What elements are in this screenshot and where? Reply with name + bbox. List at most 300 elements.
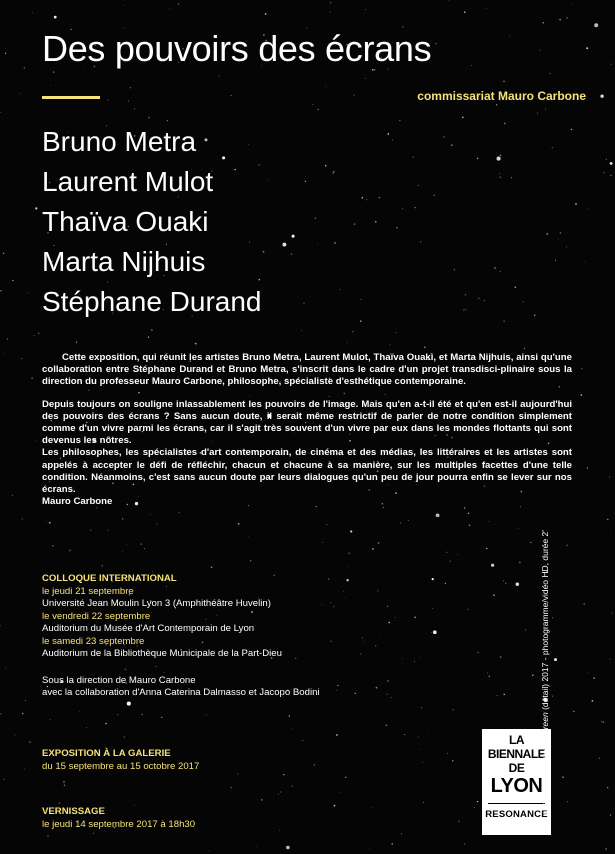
star: [386, 724, 388, 726]
star: [435, 43, 437, 45]
star: [509, 36, 510, 37]
star: [211, 567, 213, 569]
star: [35, 207, 37, 209]
star: [3, 779, 4, 780]
star: [610, 814, 612, 816]
star: [256, 846, 257, 847]
star: [575, 203, 577, 205]
description: [42, 352, 572, 508]
star: [389, 344, 390, 345]
star: [424, 347, 426, 349]
star: [517, 570, 518, 571]
star: [432, 608, 433, 609]
star: [142, 714, 143, 715]
session-date: le jeudi 21 septembre: [42, 585, 134, 597]
star: [360, 320, 362, 322]
star: [418, 185, 419, 186]
star: [567, 801, 568, 802]
star: [433, 630, 437, 634]
star: [190, 95, 191, 96]
star: [566, 17, 568, 19]
star: [230, 95, 231, 96]
star: [610, 531, 611, 532]
star: [500, 271, 501, 272]
star: [562, 776, 563, 777]
star: [478, 652, 479, 653]
star: [534, 315, 535, 316]
star: [5, 667, 6, 668]
star: [76, 342, 77, 343]
star: [493, 594, 495, 596]
credit-author: Laurent Mulot,: [540, 763, 550, 820]
star: [418, 736, 419, 737]
star: [317, 244, 318, 245]
star: [468, 513, 469, 514]
star: [454, 269, 455, 270]
star: [219, 76, 220, 77]
star: [289, 715, 290, 716]
star: [350, 530, 352, 532]
star: [566, 544, 568, 546]
star: [611, 64, 612, 65]
star: [489, 521, 490, 522]
image-credit: [540, 390, 550, 820]
star: [486, 8, 487, 9]
star: [459, 821, 460, 822]
star: [128, 101, 129, 102]
star: [302, 740, 303, 741]
star: [607, 787, 608, 788]
star: [117, 714, 118, 715]
star: [329, 12, 330, 13]
star: [413, 779, 414, 780]
star: [530, 542, 531, 543]
star: [361, 197, 363, 199]
star: [49, 522, 51, 524]
star: [402, 181, 403, 182]
star: [278, 793, 279, 794]
star: [555, 260, 556, 261]
exposition-heading: EXPOSITION À LA GALERIE: [42, 748, 171, 759]
star: [161, 717, 162, 718]
star: [63, 781, 65, 783]
star: [587, 672, 588, 673]
star: [404, 734, 405, 735]
logo-line: LA BIENNALE: [487, 733, 546, 761]
star: [505, 583, 506, 584]
session-date: le samedi 23 septembre: [42, 635, 145, 647]
star: [421, 707, 422, 708]
logo-divider: [488, 803, 545, 804]
star: [127, 702, 131, 706]
star: [431, 632, 432, 633]
star: [291, 253, 293, 255]
star: [107, 99, 108, 100]
star: [572, 3, 573, 4]
star: [559, 19, 561, 21]
star: [412, 156, 414, 158]
star: [519, 562, 521, 564]
star: [592, 700, 594, 702]
star: [503, 320, 505, 322]
star: [53, 71, 54, 72]
star: [312, 104, 313, 105]
star: [499, 173, 500, 174]
logo-line: DE: [508, 761, 525, 775]
star: [446, 552, 447, 553]
star: [0, 112, 1, 113]
star: [336, 734, 338, 736]
star: [292, 786, 293, 787]
page-title: Des pouvoirs des écrans: [42, 28, 432, 69]
star: [600, 95, 603, 98]
description-paragraph: Cette exposition, qui réunit les artistes Bruno Metra, Laurent Mulot, Thaïva Ouaki, et Marta Nijhuis, ainsi qu'une collaboration entre Stéphane Durand et Bruno Metra, s'inscrit dans le cadre d'un projet transdisci-plinaire sous la direction du professeur Mauro Carbone, philosophe, spécialiste d'esthétique contemporaine.: [42, 352, 572, 388]
star: [550, 73, 551, 74]
star: [583, 603, 585, 605]
star: [477, 158, 479, 160]
star: [604, 172, 605, 173]
star: [609, 476, 610, 477]
star: [497, 157, 501, 161]
star: [586, 62, 587, 63]
star: [464, 11, 466, 13]
star: [496, 152, 497, 153]
star: [261, 799, 262, 800]
star: [452, 760, 453, 761]
star: [552, 617, 553, 618]
star: [587, 467, 588, 468]
star: [365, 9, 366, 10]
star: [303, 303, 304, 304]
star: [423, 802, 424, 803]
star: [90, 529, 91, 530]
star: [610, 162, 613, 165]
credit-work: Dreamscreen: [540, 712, 550, 764]
curator-line: commissariat Mauro Carbone: [417, 89, 586, 103]
star: [195, 343, 197, 345]
star: [7, 338, 8, 339]
star: [599, 758, 600, 759]
star: [360, 299, 361, 300]
star: [237, 773, 238, 774]
star: [127, 544, 128, 545]
star: [465, 294, 467, 296]
star: [514, 286, 516, 288]
star: [497, 695, 498, 696]
star: [523, 301, 524, 302]
vernissage-heading: VERNISSAGE: [42, 806, 105, 817]
star: [463, 309, 464, 310]
star: [494, 267, 496, 269]
star: [38, 333, 39, 334]
star: [610, 175, 611, 176]
star: [326, 86, 327, 87]
collaboration-line: avec la collaboration d'Anna Caterina Dalmasso et Jacopo Bodini: [42, 687, 320, 698]
star: [24, 67, 25, 68]
star: [150, 514, 151, 515]
star: [612, 613, 613, 614]
star: [347, 566, 348, 567]
star: [347, 342, 348, 343]
session-date: le vendredi 22 septembre: [42, 610, 151, 622]
star: [447, 753, 448, 754]
star: [558, 238, 559, 239]
star: [230, 787, 232, 789]
star: [408, 520, 409, 521]
star: [443, 136, 445, 138]
star: [20, 93, 21, 94]
star: [46, 521, 47, 522]
star: [69, 550, 71, 552]
star: [64, 785, 65, 786]
star: [500, 177, 501, 178]
star: [396, 227, 398, 229]
star: [581, 368, 582, 369]
star: [581, 394, 583, 396]
star: [474, 807, 475, 808]
star: [72, 345, 73, 346]
star: [375, 221, 377, 223]
star: [611, 32, 612, 33]
star: [387, 133, 389, 135]
star: [0, 713, 2, 715]
star: [457, 554, 458, 555]
star: [478, 298, 479, 299]
star: [59, 802, 60, 803]
star: [488, 676, 489, 677]
star: [352, 331, 353, 332]
star: [496, 104, 497, 105]
star: [453, 709, 454, 710]
star: [332, 172, 333, 173]
star: [427, 731, 428, 732]
star: [263, 251, 265, 253]
star: [484, 300, 485, 301]
star: [566, 247, 567, 248]
description-signature: Mauro Carbone: [42, 496, 113, 508]
star: [0, 625, 1, 626]
star: [369, 848, 370, 849]
star: [141, 543, 142, 544]
artist-name: Laurent Mulot: [42, 166, 214, 197]
star: [449, 560, 451, 562]
star: [500, 656, 502, 658]
session-place: Université Jean Moulin Lyon 3 (Amphithéâtre Huvelin): [42, 598, 271, 609]
star: [178, 512, 179, 513]
star: [0, 290, 2, 292]
star: [396, 332, 397, 333]
star: [339, 792, 340, 793]
star: [34, 335, 35, 336]
artist-name: Thaïva Ouaki: [42, 206, 209, 237]
logo-line: RESONANCE: [485, 809, 548, 820]
session-place: Auditorium de la Bibliothèque Municipale de la Part-Dieu: [42, 648, 282, 659]
star: [372, 548, 374, 550]
session-place: Auditorium du Musée d'Art Contemporain de Lyon: [42, 623, 255, 634]
description-paragraph: Depuis toujours on souligne inlassablement les pouvoirs de l'image. Mais qu'en a-t-il été et qu'en est-il aujourd'hui des pouvoirs des écrans ? Sans aucun doute, il serait même restrictif de parler de notre condition simplement comme d'un vivre parmi les écrans, car il s'agit très souvent d'un vivre par eux dans les mondes flottants qui sont devenus les nôtres.: [42, 398, 572, 447]
star: [391, 843, 393, 845]
artist-list: [42, 122, 262, 322]
star: [339, 289, 340, 290]
star: [286, 846, 290, 850]
title-rule: [42, 96, 100, 99]
star: [524, 348, 525, 349]
star: [327, 524, 328, 525]
colloque-heading: COLLOQUE INTERNATIONAL: [42, 573, 177, 584]
star: [80, 711, 81, 712]
artist-name: Marta Nijhuis: [42, 246, 206, 277]
star: [105, 723, 106, 724]
star: [487, 672, 488, 673]
star: [503, 580, 504, 581]
star: [148, 117, 150, 119]
star: [609, 659, 610, 660]
star: [208, 850, 209, 851]
star: [209, 730, 210, 731]
star: [107, 530, 108, 531]
credit-details: (détail) 2017 - photogramme/vidéo HD, durée 2': [540, 530, 550, 713]
direction-line: Sous la direction de Mauro Carbone: [42, 674, 196, 686]
star: [503, 694, 505, 696]
star: [151, 329, 152, 330]
star: [28, 292, 29, 293]
star: [504, 123, 506, 125]
star: [400, 522, 401, 523]
star: [465, 309, 467, 311]
star: [238, 523, 240, 525]
star: [22, 713, 24, 715]
star: [333, 171, 335, 173]
star: [330, 2, 331, 3]
star: [22, 518, 23, 519]
star: [178, 3, 180, 5]
star: [3, 253, 5, 255]
star: [304, 104, 305, 105]
star: [451, 510, 452, 511]
star: [607, 519, 608, 520]
star: [148, 337, 149, 338]
star: [516, 582, 519, 585]
star: [5, 53, 6, 54]
star: [606, 159, 607, 160]
star: [248, 536, 249, 537]
star: [47, 836, 48, 837]
star: [546, 233, 548, 235]
star: [585, 262, 586, 263]
star: [3, 353, 4, 354]
star: [267, 180, 268, 181]
star: [420, 241, 421, 242]
star: [123, 5, 124, 6]
star: [206, 714, 207, 715]
star: [292, 235, 295, 238]
star: [12, 495, 13, 496]
star: [21, 358, 22, 359]
star: [301, 330, 302, 331]
star: [379, 197, 380, 198]
star: [25, 700, 26, 701]
star: [539, 50, 540, 51]
exposition-dates: du 15 septembre au 15 octobre 2017: [42, 760, 200, 772]
star: [54, 16, 57, 19]
star: [283, 774, 284, 775]
star: [560, 232, 562, 234]
star: [31, 378, 32, 379]
star: [532, 674, 533, 675]
star: [491, 564, 494, 567]
star: [12, 280, 13, 281]
star: [365, 78, 366, 79]
star: [503, 80, 505, 82]
star: [571, 129, 572, 130]
star: [134, 108, 135, 109]
star: [86, 727, 87, 728]
star: [14, 734, 15, 735]
star: [518, 528, 519, 529]
star: [605, 848, 606, 849]
star: [573, 711, 575, 713]
star: [582, 695, 583, 696]
star: [122, 518, 123, 519]
star: [250, 560, 252, 562]
star: [451, 144, 453, 146]
star: [603, 173, 604, 174]
star: [603, 721, 604, 722]
star: [305, 181, 307, 183]
star: [448, 0, 449, 1]
star: [24, 769, 25, 770]
star: [378, 542, 380, 544]
star: [282, 243, 286, 247]
star: [469, 525, 471, 527]
star: [345, 777, 346, 778]
star: [29, 741, 30, 742]
star: [315, 218, 316, 219]
star: [436, 513, 440, 517]
star: [594, 23, 598, 27]
star: [354, 223, 356, 225]
star: [102, 565, 103, 566]
star: [464, 843, 466, 845]
star: [156, 523, 157, 524]
star: [292, 729, 293, 730]
star: [445, 583, 446, 584]
star: [588, 209, 589, 210]
star: [552, 696, 553, 697]
star: [543, 22, 545, 24]
star: [486, 548, 487, 549]
star: [586, 47, 588, 49]
star: [124, 737, 125, 738]
star: [32, 12, 33, 13]
star: [402, 208, 403, 209]
star: [433, 195, 434, 196]
star: [52, 545, 53, 546]
vernissage-date: le jeudi 14 septembre 2017 à 18h30: [42, 818, 196, 830]
star: [93, 833, 94, 834]
star: [122, 551, 123, 552]
star: [392, 140, 393, 141]
star: [318, 109, 319, 110]
star: [50, 719, 51, 720]
star: [366, 199, 367, 200]
star: [545, 109, 546, 110]
star: [130, 87, 131, 88]
star: [500, 155, 502, 157]
star: [325, 165, 327, 167]
star: [401, 833, 402, 834]
star: [334, 242, 336, 244]
